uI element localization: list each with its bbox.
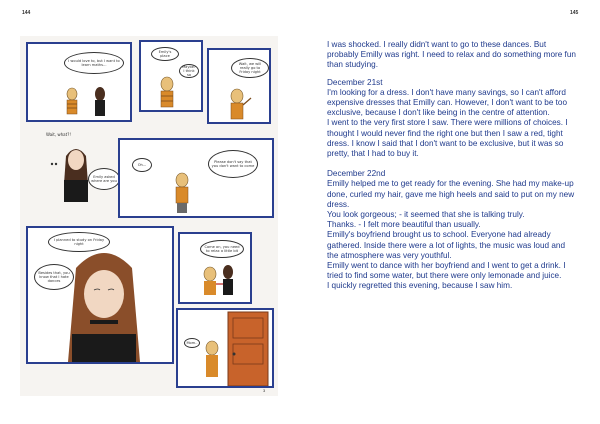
comic-panel-8 bbox=[176, 308, 274, 388]
entry-paragraph: Emilly went to dance with her boyfriend and I went to get a drink. I tried to find some water, but there were only lemonade and juice. bbox=[327, 261, 566, 281]
comic-panel-2 bbox=[139, 40, 203, 112]
entry-paragraph: Thanks. - I felt more beautiful than usually. bbox=[327, 220, 481, 230]
entry-heading-dec-22: December 22nd bbox=[327, 169, 386, 179]
story-text-page bbox=[327, 40, 577, 292]
page-number-right: 145 bbox=[570, 10, 579, 16]
speech-bubble: Come on, you need to relax a little bit bbox=[200, 240, 244, 258]
speech-bubble: Besides that, you know that I hate dances bbox=[34, 264, 74, 290]
speech-bubble: Wait, we will really go to Friday night bbox=[231, 58, 269, 78]
entry-paragraph: I went to the very first store I saw. There were millions of choices. I thought I would never find the right one but then I saw a red, tight dress. I know I said that I don't want to be exclusive, but it was so pretty, that I had to buy it. bbox=[327, 118, 568, 159]
comic-panel-7 bbox=[178, 232, 252, 304]
entry-paragraph: I'm looking for a dress. I don't have many savings, so I can't afford expensive dresses that Emilly can. However, I don't want to be too exclusive, because I don't like being in the centre of attention. bbox=[327, 87, 568, 118]
wait-what-caption: Wait, what?! bbox=[46, 132, 71, 137]
speech-bubble: Please don't say that you don't want to come bbox=[208, 150, 258, 178]
blonde-girl-illustration bbox=[120, 140, 272, 216]
comic-panel-1 bbox=[26, 42, 132, 122]
intro-paragraph: I was shocked. I really didn't want to go to these dances. But probably Emilly was right. I need to relax and do something more fun than studying. bbox=[327, 40, 576, 70]
speech-bubble: Emily's place bbox=[151, 47, 179, 61]
speech-bubble: Mom.. bbox=[184, 338, 200, 348]
page-number-left: 144 bbox=[22, 10, 31, 16]
entry-paragraph: You look gorgeous; - it seemed that she is talking truly. bbox=[327, 210, 525, 220]
comic-panel-6 bbox=[26, 226, 174, 364]
speech-bubble: I planned to study on Friday night bbox=[48, 232, 110, 252]
comic-portrait-sad-girl bbox=[46, 140, 122, 206]
speech-bubble: Maybe? I think so bbox=[179, 64, 199, 78]
entry-heading-dec-21: December 21st bbox=[327, 77, 383, 87]
speech-bubble: Oh... bbox=[132, 158, 152, 172]
entry-paragraph: Emilly helped me to get ready for the evening. She had my make-up done, curled my hair, gave me high heels and said to put on my new dress. bbox=[327, 179, 575, 209]
entry-paragraph: Emilly's boyfriend brought us to school. Everyone had already gathered. Inside there were a lot of lights, the music was loud and the atmosphere was very youthful. bbox=[327, 230, 566, 260]
entry-paragraph: I quickly regretted this evening, because I saw him. bbox=[327, 281, 513, 291]
comic-panel-3 bbox=[207, 48, 271, 124]
comic-panel-5 bbox=[118, 138, 274, 218]
speech-bubble: Emily asked where are you bbox=[88, 168, 120, 190]
comic-page-mark: 3 bbox=[263, 388, 266, 393]
speech-bubble: I would love to, but I want to learn maths... bbox=[64, 52, 124, 74]
comic-page bbox=[20, 36, 278, 396]
girl-at-door-illustration bbox=[178, 310, 272, 386]
